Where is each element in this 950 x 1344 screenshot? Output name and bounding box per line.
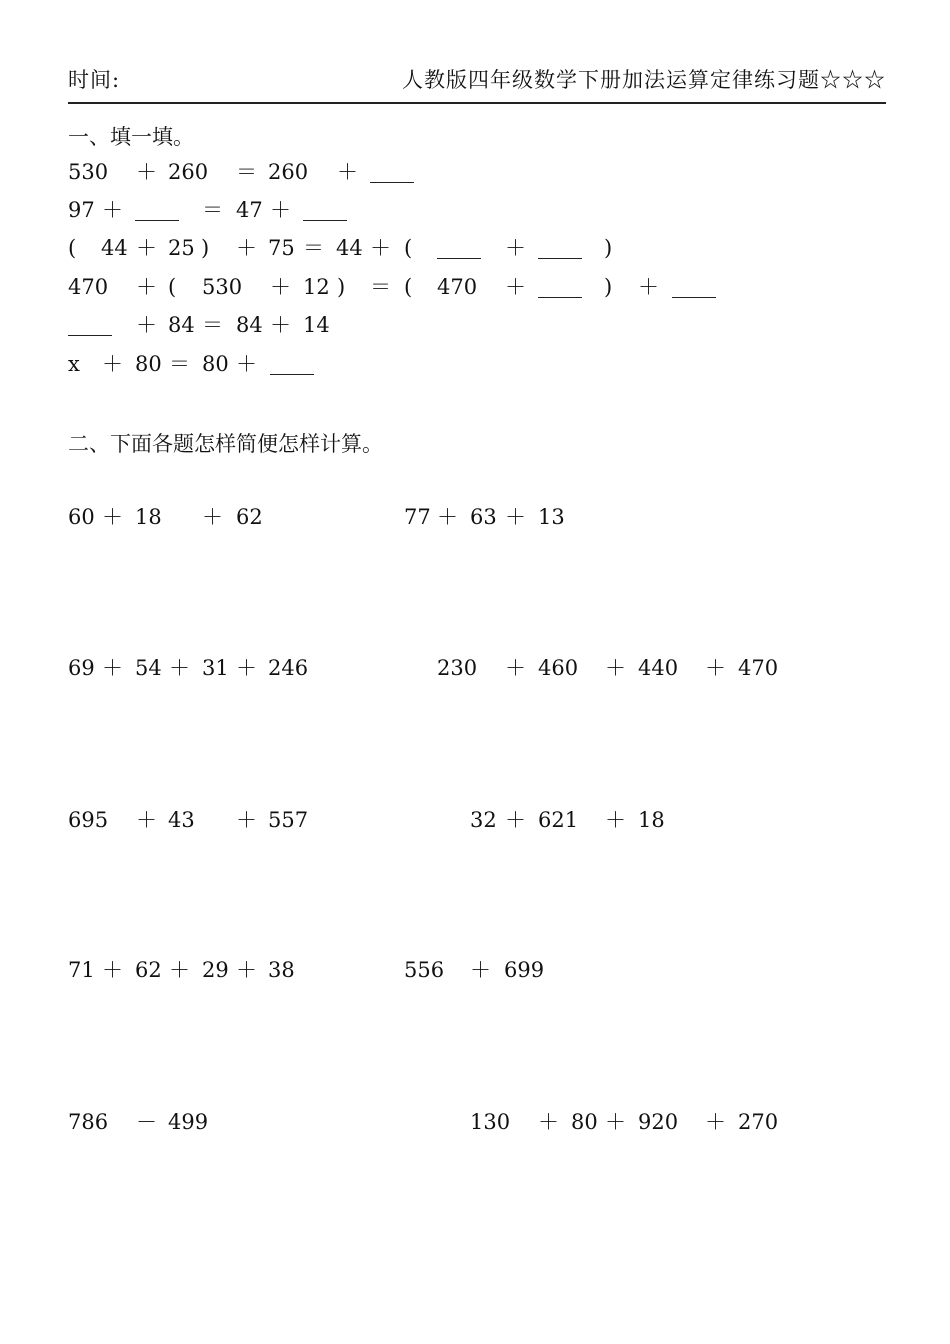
expression-token: 470 — [437, 275, 478, 299]
expression-token: 470 — [738, 656, 779, 680]
expression-token: ＝ — [370, 275, 391, 299]
expression-token: ＋ — [102, 198, 123, 222]
answer-blank[interactable] — [68, 334, 112, 336]
expression-token: 62 — [135, 958, 162, 982]
expression-token: 54 — [135, 656, 162, 680]
expression-token: 530 — [202, 275, 243, 299]
expression-token: ＋ — [437, 505, 458, 529]
answer-blank[interactable] — [538, 296, 582, 298]
expression-token: 18 — [135, 505, 162, 529]
expression-token: ＋ — [605, 1110, 626, 1134]
expression-token: ( — [168, 275, 177, 299]
expression-token: ＋ — [102, 656, 123, 680]
expression-token: 80 — [135, 352, 162, 376]
expression-token: ＋ — [505, 808, 526, 832]
expression-token: ＋ — [270, 198, 291, 222]
expression-token: ＝ — [169, 352, 190, 376]
expression-token: ＋ — [705, 1110, 726, 1134]
expression-token: ＋ — [270, 275, 291, 299]
expression-token: 556 — [404, 958, 445, 982]
expression-token: 77 — [404, 505, 431, 529]
expression-token: ＋ — [538, 1110, 559, 1134]
expression-token: 270 — [738, 1110, 779, 1134]
expression-token: 695 — [68, 808, 109, 832]
expression-token: ) — [604, 275, 613, 299]
expression-token: ＋ — [505, 505, 526, 529]
expression-token: 62 — [236, 505, 263, 529]
expression-token: 80 — [571, 1110, 598, 1134]
expression-token: 47 — [236, 198, 263, 222]
expression-token: 470 — [68, 275, 109, 299]
expression-token: 530 — [68, 160, 109, 184]
expression-token: 260 — [168, 160, 209, 184]
expression-token: 230 — [437, 656, 478, 680]
expression-token: 246 — [268, 656, 309, 680]
expression-token: 557 — [268, 808, 309, 832]
section-2-title: 二、下面各题怎样简便怎样计算。 — [68, 432, 383, 456]
expression-token: 18 — [638, 808, 665, 832]
expression-token: 60 — [68, 505, 95, 529]
expression-token: ＋ — [236, 236, 257, 260]
expression-token: ＋ — [505, 656, 526, 680]
expression-token: ＋ — [505, 236, 526, 260]
expression-token: 920 — [638, 1110, 679, 1134]
expression-token: ＋ — [102, 958, 123, 982]
expression-token: ( — [404, 236, 413, 260]
expression-token: ＋ — [169, 958, 190, 982]
expression-token: 31 — [202, 656, 229, 680]
expression-token: ＋ — [136, 313, 157, 337]
answer-blank[interactable] — [672, 296, 716, 298]
expression-token: ＋ — [236, 808, 257, 832]
answer-blank[interactable] — [370, 181, 414, 183]
expression-token: 460 — [538, 656, 579, 680]
expression-token: 38 — [268, 958, 295, 982]
expression-token: 44 — [101, 236, 128, 260]
expression-token: 75 — [268, 236, 295, 260]
answer-blank[interactable] — [538, 257, 582, 259]
expression-token: ＝ — [236, 160, 257, 184]
expression-token: 699 — [504, 958, 545, 982]
time-label: 时间: — [68, 68, 121, 92]
expression-token: 84 — [168, 313, 195, 337]
section-1-title: 一、填一填。 — [68, 125, 194, 149]
expression-token: ( — [404, 275, 413, 299]
expression-token: ＋ — [136, 275, 157, 299]
expression-token: 499 — [168, 1110, 209, 1134]
expression-token: ) — [337, 275, 346, 299]
expression-token: 84 — [236, 313, 263, 337]
expression-token: ＝ — [303, 236, 324, 260]
expression-token: ＋ — [370, 236, 391, 260]
expression-token: 440 — [638, 656, 679, 680]
expression-token: 63 — [470, 505, 497, 529]
expression-token: 621 — [538, 808, 579, 832]
expression-token: 260 — [268, 160, 309, 184]
answer-blank[interactable] — [437, 257, 481, 259]
worksheet-title: 人教版四年级数学下册加法运算定律练习题☆☆☆ — [402, 68, 886, 92]
expression-token: 12 — [303, 275, 330, 299]
expression-token: ＋ — [136, 808, 157, 832]
expression-token: 13 — [538, 505, 565, 529]
expression-token: ＋ — [705, 656, 726, 680]
expression-token: 14 — [303, 313, 330, 337]
expression-token: 44 — [336, 236, 363, 260]
answer-blank[interactable] — [270, 373, 314, 375]
answer-blank[interactable] — [135, 219, 179, 221]
expression-token: x — [68, 352, 80, 376]
expression-token: ＋ — [102, 352, 123, 376]
expression-token: ＋ — [505, 275, 526, 299]
expression-token: ＋ — [236, 958, 257, 982]
expression-token: ) — [201, 236, 210, 260]
expression-token: ＋ — [605, 808, 626, 832]
expression-token: ＋ — [270, 313, 291, 337]
expression-token: 71 — [68, 958, 95, 982]
expression-token: ＋ — [605, 656, 626, 680]
expression-token: ＋ — [202, 505, 223, 529]
expression-token: 97 — [68, 198, 95, 222]
expression-token: ＋ — [169, 656, 190, 680]
expression-token: ＋ — [136, 160, 157, 184]
expression-token: 25 — [168, 236, 195, 260]
expression-token: 69 — [68, 656, 95, 680]
expression-token: ) — [604, 236, 613, 260]
expression-token: 130 — [470, 1110, 511, 1134]
expression-token: 786 — [68, 1110, 109, 1134]
expression-token: ＋ — [470, 958, 491, 982]
expression-token: ＋ — [136, 236, 157, 260]
page-header — [68, 58, 886, 104]
expression-token: 29 — [202, 958, 229, 982]
expression-token: ＋ — [638, 275, 659, 299]
expression-token: ＋ — [236, 656, 257, 680]
expression-token: ＝ — [202, 198, 223, 222]
expression-token: 43 — [168, 808, 195, 832]
expression-token: ＋ — [236, 352, 257, 376]
expression-token: ＋ — [102, 505, 123, 529]
expression-token: － — [136, 1110, 157, 1134]
expression-token: ＋ — [337, 160, 358, 184]
expression-token: ＝ — [202, 313, 223, 337]
expression-token: ( — [68, 236, 77, 260]
answer-blank[interactable] — [303, 219, 347, 221]
expression-token: 32 — [470, 808, 497, 832]
expression-token: 80 — [202, 352, 229, 376]
